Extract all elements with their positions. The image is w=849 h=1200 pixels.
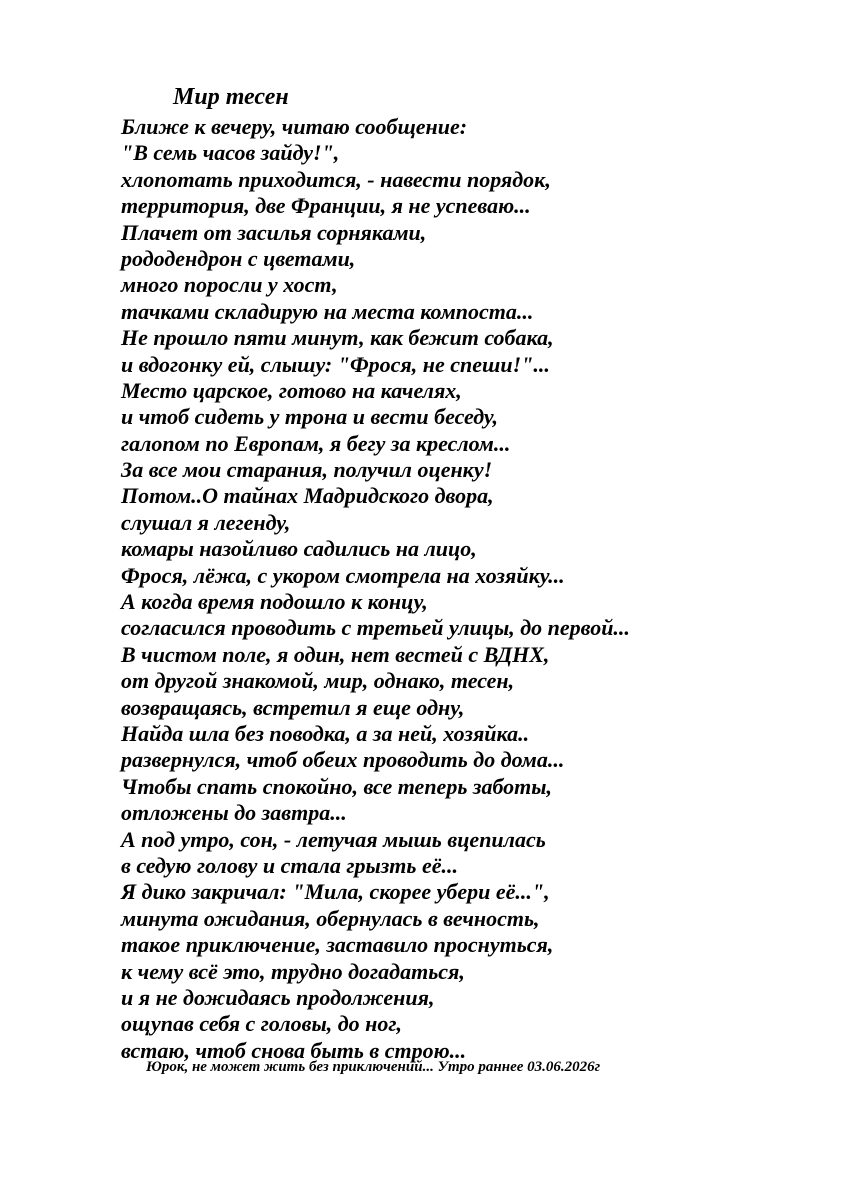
poem-line: возвращаясь, встретил я еще одну, [121,694,465,720]
poem-line: много поросли у хост, [121,272,338,298]
poem-line: Фрося, лёжа, с укором смотрела на хозяйку... [121,562,565,588]
poem-line: А когда время подошло к концу, [121,589,428,615]
poem-line: и вдогонку ей, слышу: "Фрося, не спеши!"... [121,351,550,377]
poem-line: За все мои старания, получил оценку! [121,457,493,483]
poem-line: ощупав себя с головы, до ног, [121,1011,403,1037]
poem-line: к чему всё это, трудно догадаться, [121,958,465,984]
poem-line: Я дико закричал: "Мила, скорее убери её...", [121,879,550,905]
poem-line: "В семь часов зайду!", [121,140,340,166]
poem-line: встаю, чтоб снова быть в строю... [121,1037,467,1063]
poem-line: территория, две Франции, я не успеваю... [121,193,531,219]
poem-line: галопом по Европам, я бегу за креслом... [121,430,511,456]
poem-line: тачками складирую на места компоста... [121,298,534,324]
poem-line: от другой знакомой, мир, однако, тесен, [121,668,515,694]
poem-body [121,114,630,1064]
poem-line: минута ожидания, обернулась в вечность, [121,905,540,931]
poem-line: и чтоб сидеть у трона и вести беседу, [121,404,499,430]
poem-line: Не прошло пяти минут, как бежит собака, [121,325,554,351]
poem-line: Найда шла без поводка, а за ней, хозяйка.. [121,720,530,746]
poem-title: Мир тесен [173,84,289,110]
poem-line: Чтобы спать спокойно, все теперь заботы, [121,773,553,799]
poem-line: комары назойливо садились на лицо, [121,536,477,562]
poem-line: развернулся, чтоб обеих проводить до дома... [121,747,565,773]
poem-line: Ближе к вечеру, читаю сообщение: [121,114,468,139]
poem-line: и я не дожидаясь продолжения, [121,984,435,1010]
poem-line: В чистом поле, я один, нет вестей с ВДНХ, [121,641,550,667]
poem-line: рододендрон с цветами, [121,245,356,271]
poem-line: в седую голову и стала грызть её... [121,852,458,878]
poem-line: Плачет от засилья сорняками, [121,219,427,245]
poem-line: Потом..О тайнах Мадридского двора, [121,483,494,509]
poem-line: слушал я легенду, [121,509,291,535]
poem-line: А под утро, сон, - летучая мышь вцепилась [121,826,546,852]
poem-line: Место царское, готово на качелях, [121,377,462,403]
poem-line: такое приключение, заставило проснуться, [121,932,554,958]
author-signature: Юрок, не может жить без приключений... Утро раннее 03.06.2026г [146,1059,601,1075]
poem-line: хлопотать приходится, - навести порядок, [121,166,551,192]
poem-line: отложены до завтра... [121,800,347,826]
poem-line: согласился проводить с третьей улицы, до первой... [121,615,630,641]
